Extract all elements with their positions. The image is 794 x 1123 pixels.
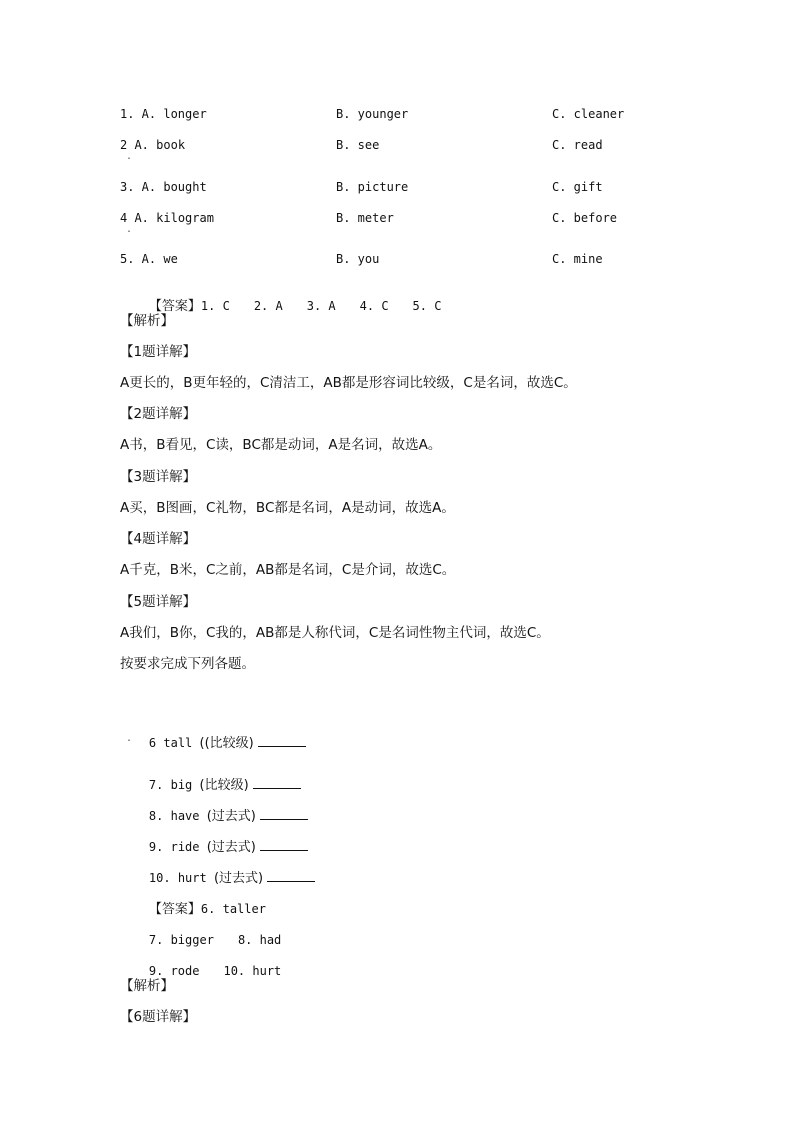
detail-3-text: A买，B图画，C礼物，BC都是名词，A是动词，故选A。 [120, 500, 455, 516]
mc-q3-num-a: 3. A. bought [120, 180, 207, 194]
mc-q3-b: B. picture [336, 180, 409, 194]
instruction-text: 按要求完成下列各题。 [120, 656, 255, 672]
answer-blank [267, 869, 315, 882]
detail-3-heading: 【3题详解】 [120, 469, 197, 485]
analysis-label: 【解析】 [120, 313, 174, 329]
detail-1-heading: 【1题详解】 [120, 344, 197, 360]
detail-2-heading: 【2题详解】 [120, 406, 197, 422]
fill-question-10: 10. hurt (过去式) [120, 853, 315, 903]
answer-line-2: 【答案】6. taller [148, 902, 266, 917]
fill-question-9: 9. ride (过去式) [120, 822, 308, 872]
mc-q4-b: B. meter [336, 211, 394, 225]
mc-q5-b: B. you [336, 252, 380, 266]
mc-q4-c: C. before [552, 211, 618, 225]
answer-blank [258, 734, 306, 747]
answer-label: 【答案】 [148, 299, 201, 314]
mc-q5-c: C. mine [552, 252, 603, 266]
answer-line-4: 9. rode 10. hurt [148, 964, 282, 978]
fill-question-8: 8. have (过去式) [120, 791, 308, 841]
mc-q2-c: C. read [552, 138, 603, 152]
detail-5-heading: 【5题详解】 [120, 594, 197, 610]
answer-line-1: 【答案】1. C 2. A 3. A 4. C 5. C [148, 299, 442, 314]
answer-blank [260, 807, 308, 820]
punct-dot: . [126, 151, 133, 162]
mc-q3-c: C. gift [552, 180, 603, 194]
answer-line-3: 7. bigger 8. had [148, 933, 282, 947]
mc-q2-b: B. see [336, 138, 380, 152]
detail-1-text: A更长的，B更年轻的，C清洁工，AB都是形容词比较级，C是名词，故选C。 [120, 375, 577, 391]
mc-q1-num-a: 1. A. longer [120, 107, 207, 121]
mc-q2-num-a: 2 A. book [120, 138, 186, 152]
mc-q1-b: B. younger [336, 107, 409, 121]
mc-q5-num-a: 5. A. we [120, 252, 178, 266]
answer-blank [253, 776, 301, 789]
analysis-label-2: 【解析】 [120, 978, 174, 994]
detail-4-heading: 【4题详解】 [120, 531, 197, 547]
fill-question-7: 7. big (比较级) [120, 760, 301, 810]
detail-5-text: A我们，B你，C我的，AB都是人称代词，C是名词性物主代词，故选C。 [120, 625, 550, 641]
detail-6-heading: 【6题详解】 [120, 1009, 197, 1025]
mc-q1-c: C. cleaner [552, 107, 625, 121]
fill-question-6: 6 tall ((比较级) [120, 718, 306, 768]
punct-dot: . [126, 224, 133, 235]
answer-blank [260, 838, 308, 851]
punct-dot: . [126, 733, 133, 744]
detail-2-text: A书，B看见，C读，BC都是动词，A是名词，故选A。 [120, 437, 442, 453]
mc-q4-num-a: 4 A. kilogram [120, 211, 214, 225]
detail-4-text: A千克，B米，C之前，AB都是名词，C是介词，故选C。 [120, 562, 456, 578]
answer-label: 【答案】 [148, 902, 201, 917]
